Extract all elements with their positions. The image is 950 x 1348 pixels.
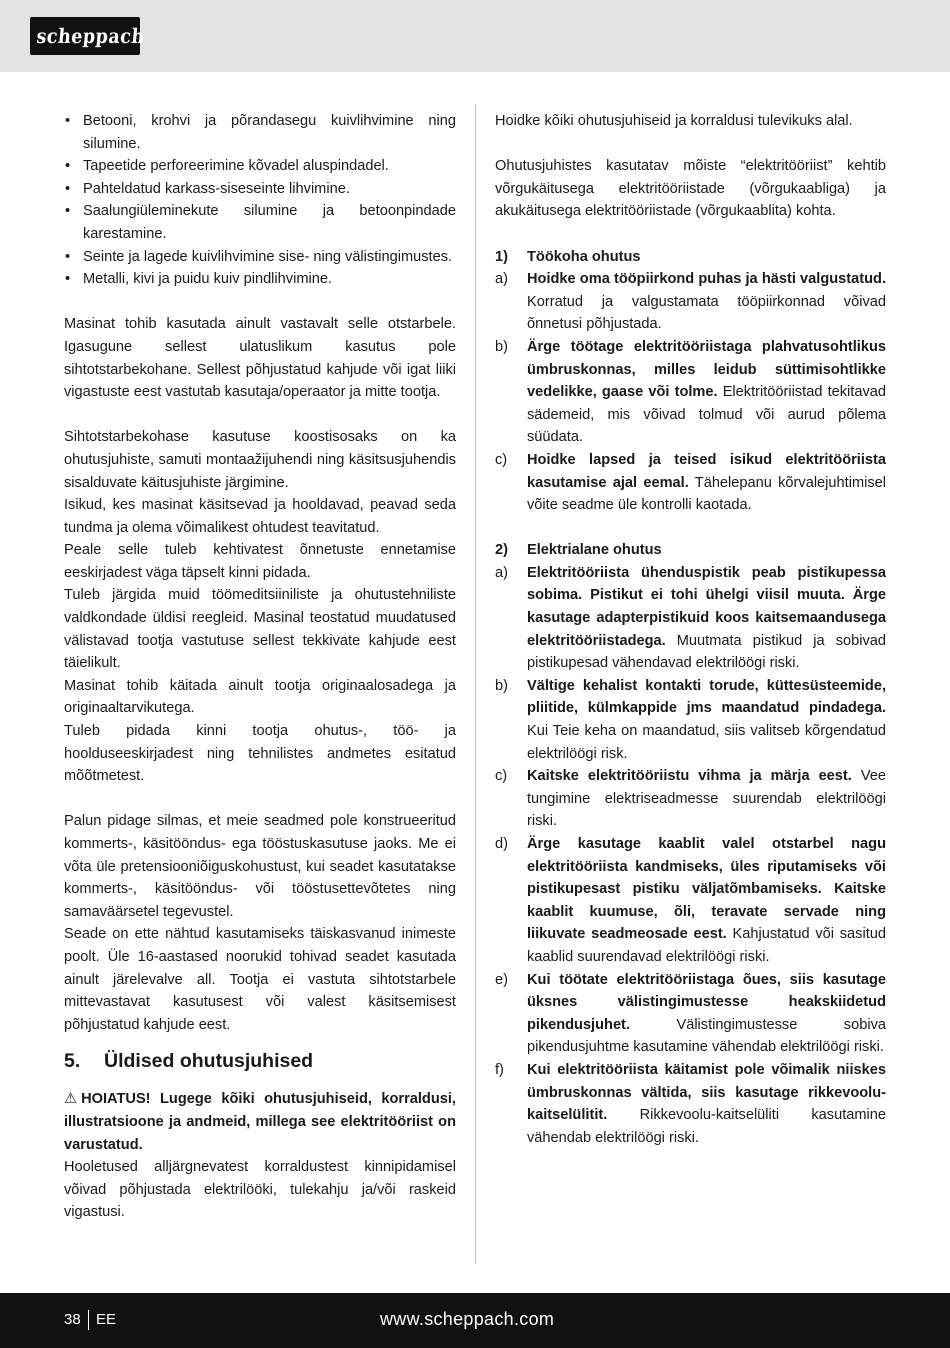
subsection-title: Elektrialane ohutus — [527, 542, 662, 559]
item-text: Vee tungimine elektriseadmesse suurendab elektrilöögi riski. — [527, 768, 886, 830]
list-item: • Tapeetide perforeerimine kõvadel aluspindadel. — [64, 155, 456, 178]
intended-use-paragraph: Tuleb järgida muid töömeditsiiniliste ja ohutustehniliste valdkondade üldisi reegleid. Masinal teostatud muudatused välistavad tootja vastutuse sellest tekkivate kahjude eest täielikult. — [64, 587, 456, 672]
warning-heading — [64, 1088, 456, 1156]
item-bold-text: Kui töötate elektritööriistaga õues, siis kasutage üksnes välistingimustesse heakskiidetud pikendusjuhet. — [527, 971, 886, 1033]
list-item — [495, 833, 886, 969]
right-column — [495, 110, 886, 1149]
item-letter: b) — [495, 338, 508, 355]
subsection-title: Töökoha ohutus — [527, 248, 641, 265]
subsection-heading — [495, 539, 886, 562]
item-letter: c) — [495, 768, 508, 785]
item-text: Tähelepanu kõrvalejuhtimisel võite seadme üle kontrolli kaotada. — [527, 474, 886, 514]
website-url: www.scheppach.com — [380, 1309, 555, 1329]
section-heading — [64, 1048, 456, 1074]
item-letter: f) — [495, 1061, 504, 1078]
intro-paragraph: Hoidke kõiki ohutusjuhiseid ja korraldusi tulevikuks alal. — [495, 113, 853, 129]
scheppach-logo — [30, 17, 146, 55]
item-text: Kui Teie keha on maandatud, siis valitseb kõrgendatud elektrilöögi risk. — [527, 723, 886, 762]
item-bold-text: Ärge töötage elektritööriistaga plahvatusohtlikus ümbruskonnas, milles leidub süttimisohtlikke vedelikke, gaase või tolme. — [527, 338, 886, 401]
item-text: Elektritööriistad tekitavad sädemeid, mis võivad tolmud või aurud põlema süüdata. — [527, 384, 886, 446]
left-column — [64, 110, 456, 1224]
item-letter: c) — [495, 451, 508, 468]
intended-use-paragraph: Peale selle tuleb kehtivatest õnnetuste ennetamise eeskirjadest väga täpselt kinni pidada. — [64, 542, 456, 581]
list-item — [495, 1059, 886, 1149]
intended-use-paragraph: Tuleb pidada kinni tootja ohutus-, töö- ja hoolduseeskirjadest ning tehnilistes andmetes esitatud mõõtmetest. — [64, 723, 456, 785]
section-title: Üldised ohutusjuhised — [104, 1050, 314, 1073]
item-text: Korratud ja valgustamata tööpiirkonnad võivad õnnetusi põhjustada. — [527, 293, 886, 333]
warning-icon: ⚠ — [64, 1091, 78, 1108]
list-item — [495, 969, 886, 1059]
item-letter: a) — [495, 564, 508, 581]
intro-paragraph: Ohutusjuhistes kasutatav mõiste “elektritööriist” kehtib võrgukäitusega elektritööriistade (võrgukaabliga) ja akukäitusega elektritööriistade (võrgukaablita) kohta. — [495, 158, 886, 220]
footer-separator — [88, 1310, 89, 1330]
item-letter: b) — [495, 677, 508, 694]
page-number: 38 — [64, 1311, 81, 1328]
item-letter: a) — [495, 271, 508, 288]
item-text: Välistingimustesse sobiva pikendusjuhtme kasutamine vähendab elektrilöögi riski. — [527, 1016, 886, 1056]
warning-bold-text: HOIATUS! Lugege kõiki ohutusjuhiseid, korraldusi, illustratsioone ja andmeid, millega see elektritööriist on varustatud. — [64, 1091, 456, 1153]
item-letter: d) — [495, 836, 508, 852]
item-text: Kahjustatud või sasitud kaablid suurendavad elektrilöögi riski. — [527, 926, 887, 965]
item-letter: e) — [495, 971, 508, 988]
usage-paragraph: Masinat tohib kasutada ainult vastavalt selle otstarbele. Igasugune sellest ulatuslikum kasutus pole sihtotstarbekohane. Sellest põhjustatud kahjude või igat liiki vigastuste eest vastutab kasutaja/operaator ja mitte tootja. — [64, 316, 456, 401]
intended-use-paragraph: Isikud, kes masinat käsitsevad ja hooldavad, peavad seda tundma ja olema võimalikest ohtudest teavitatud. — [64, 497, 456, 536]
page-footer — [0, 1293, 950, 1348]
list-item: • Betooni, krohvi ja põrandasegu kuivlihvimine ning silumine. — [64, 110, 456, 155]
item-text: Muutmata pistikud ja sobivad pistikupesad vähendavad elektrilöögi riski. — [527, 632, 886, 672]
list-item: • Saalungiüleminekute silumine ja betoonpindade karestamine. — [64, 200, 456, 245]
subsection-number: 1) — [495, 248, 508, 265]
usage-bullet-list — [64, 110, 456, 291]
list-item — [495, 765, 886, 833]
list-item: • Metalli, kivi ja puidu kuiv pindlihvimine. — [64, 268, 456, 291]
language-code: EE — [96, 1311, 117, 1328]
item-bold-text: Kaitske elektritööriistu vihma ja märja eest. — [527, 768, 852, 785]
item-bold-text: Kui elektritööriista käitamist pole võimalik niiskes ümbruskonnas vältida, siis kasutage rikkevoolu-kaitselülitit. — [527, 1061, 886, 1124]
list-item — [495, 675, 886, 765]
logo-text: scheppach — [35, 24, 146, 48]
list-item — [495, 449, 886, 517]
warning-paragraph: Hooletused alljärgnevatest korraldustest kinnipidamisel võivad põhjustada elektrilööki, tulekahju ja/või raskeid vigastusi. — [64, 1159, 456, 1221]
list-item: • Pahteldatud karkass-siseseinte lihvimine. — [64, 178, 456, 201]
column-divider — [475, 104, 476, 1264]
intended-use-paragraph: Sihtotstarbekohase kasutuse koostisosaks on ka ohutusjuhiste, samuti montaažijuhendi ning käsitsusjuhendis sisalduvate käitusjuhiste järgimine. — [64, 429, 456, 491]
intended-use-paragraph: Masinat tohib käitada ainult tootja originaalosadega ja originaaltarvikutega. — [64, 677, 456, 717]
item-bold-text: Ärge kasutage kaablit valel otstarbel nagu elektritööriista kandmiseks, üles riputamiseks või pistikupesast pistiku väljatõmbamiseks. Kaitske kaablit kuumuse, õli, teravate servade ning liikuvate seadmeosade eest. — [527, 836, 886, 943]
section-number: 5. — [64, 1050, 81, 1073]
list-item — [495, 562, 886, 675]
item-text: Rikkevoolu-kaitselüliti kasutamine vähendab elektrilöögi riski. — [527, 1107, 886, 1146]
item-bold-text: Vältige kehalist kontakti torude, küttesüsteemide, pliitide, külmkappide jms maandatud pindadega. — [527, 677, 886, 717]
age-restriction-paragraph: Seade on ette nähtud kasutamiseks täiskasvanud inimeste poolt. Üle 16-aastased noorukid tohivad seadet kasutada ainult järelevalve all. Tootja ei vastuta sihtotstarbele mittevastavat kasutusest või valest käsitsemisest põhjustatud kahjude eest. — [64, 926, 456, 1033]
commercial-use-paragraph: Palun pidage silmas, et meie seadmed pole konstrueeritud kommerts-, käsitööndus- ega tööstuskasutuse jaoks. Me ei võta üle pretensiooniõiguskohustust, kui seadet kasutatakse kommerts-, käsitööndus- või tööstusettevõtetes ning samaväärsetel tegevustel. — [64, 813, 456, 920]
item-bold-text: Hoidke oma tööpiirkond puhas ja hästi valgustatud. — [527, 271, 886, 288]
list-item: • Seinte ja lagede kuivlihvimine sise- ning välistingimustes. — [64, 246, 456, 269]
subsection-heading — [495, 246, 886, 269]
item-bold-text: Hoidke lapsed ja teised isikud elektritööriista kasutamise ajal eemal. — [527, 451, 886, 491]
page-header — [0, 0, 950, 72]
subsection-number: 2) — [495, 542, 508, 559]
list-item — [495, 268, 886, 336]
item-bold-text: Elektritööriista ühenduspistik peab pistikupessa sobima. Pistikut ei tohi ühelgi viisil muuta. Ärge kasutage adapterpistikuid koos kaitsemaandusega elektritööriistadega. — [527, 564, 886, 649]
list-item — [495, 336, 886, 449]
